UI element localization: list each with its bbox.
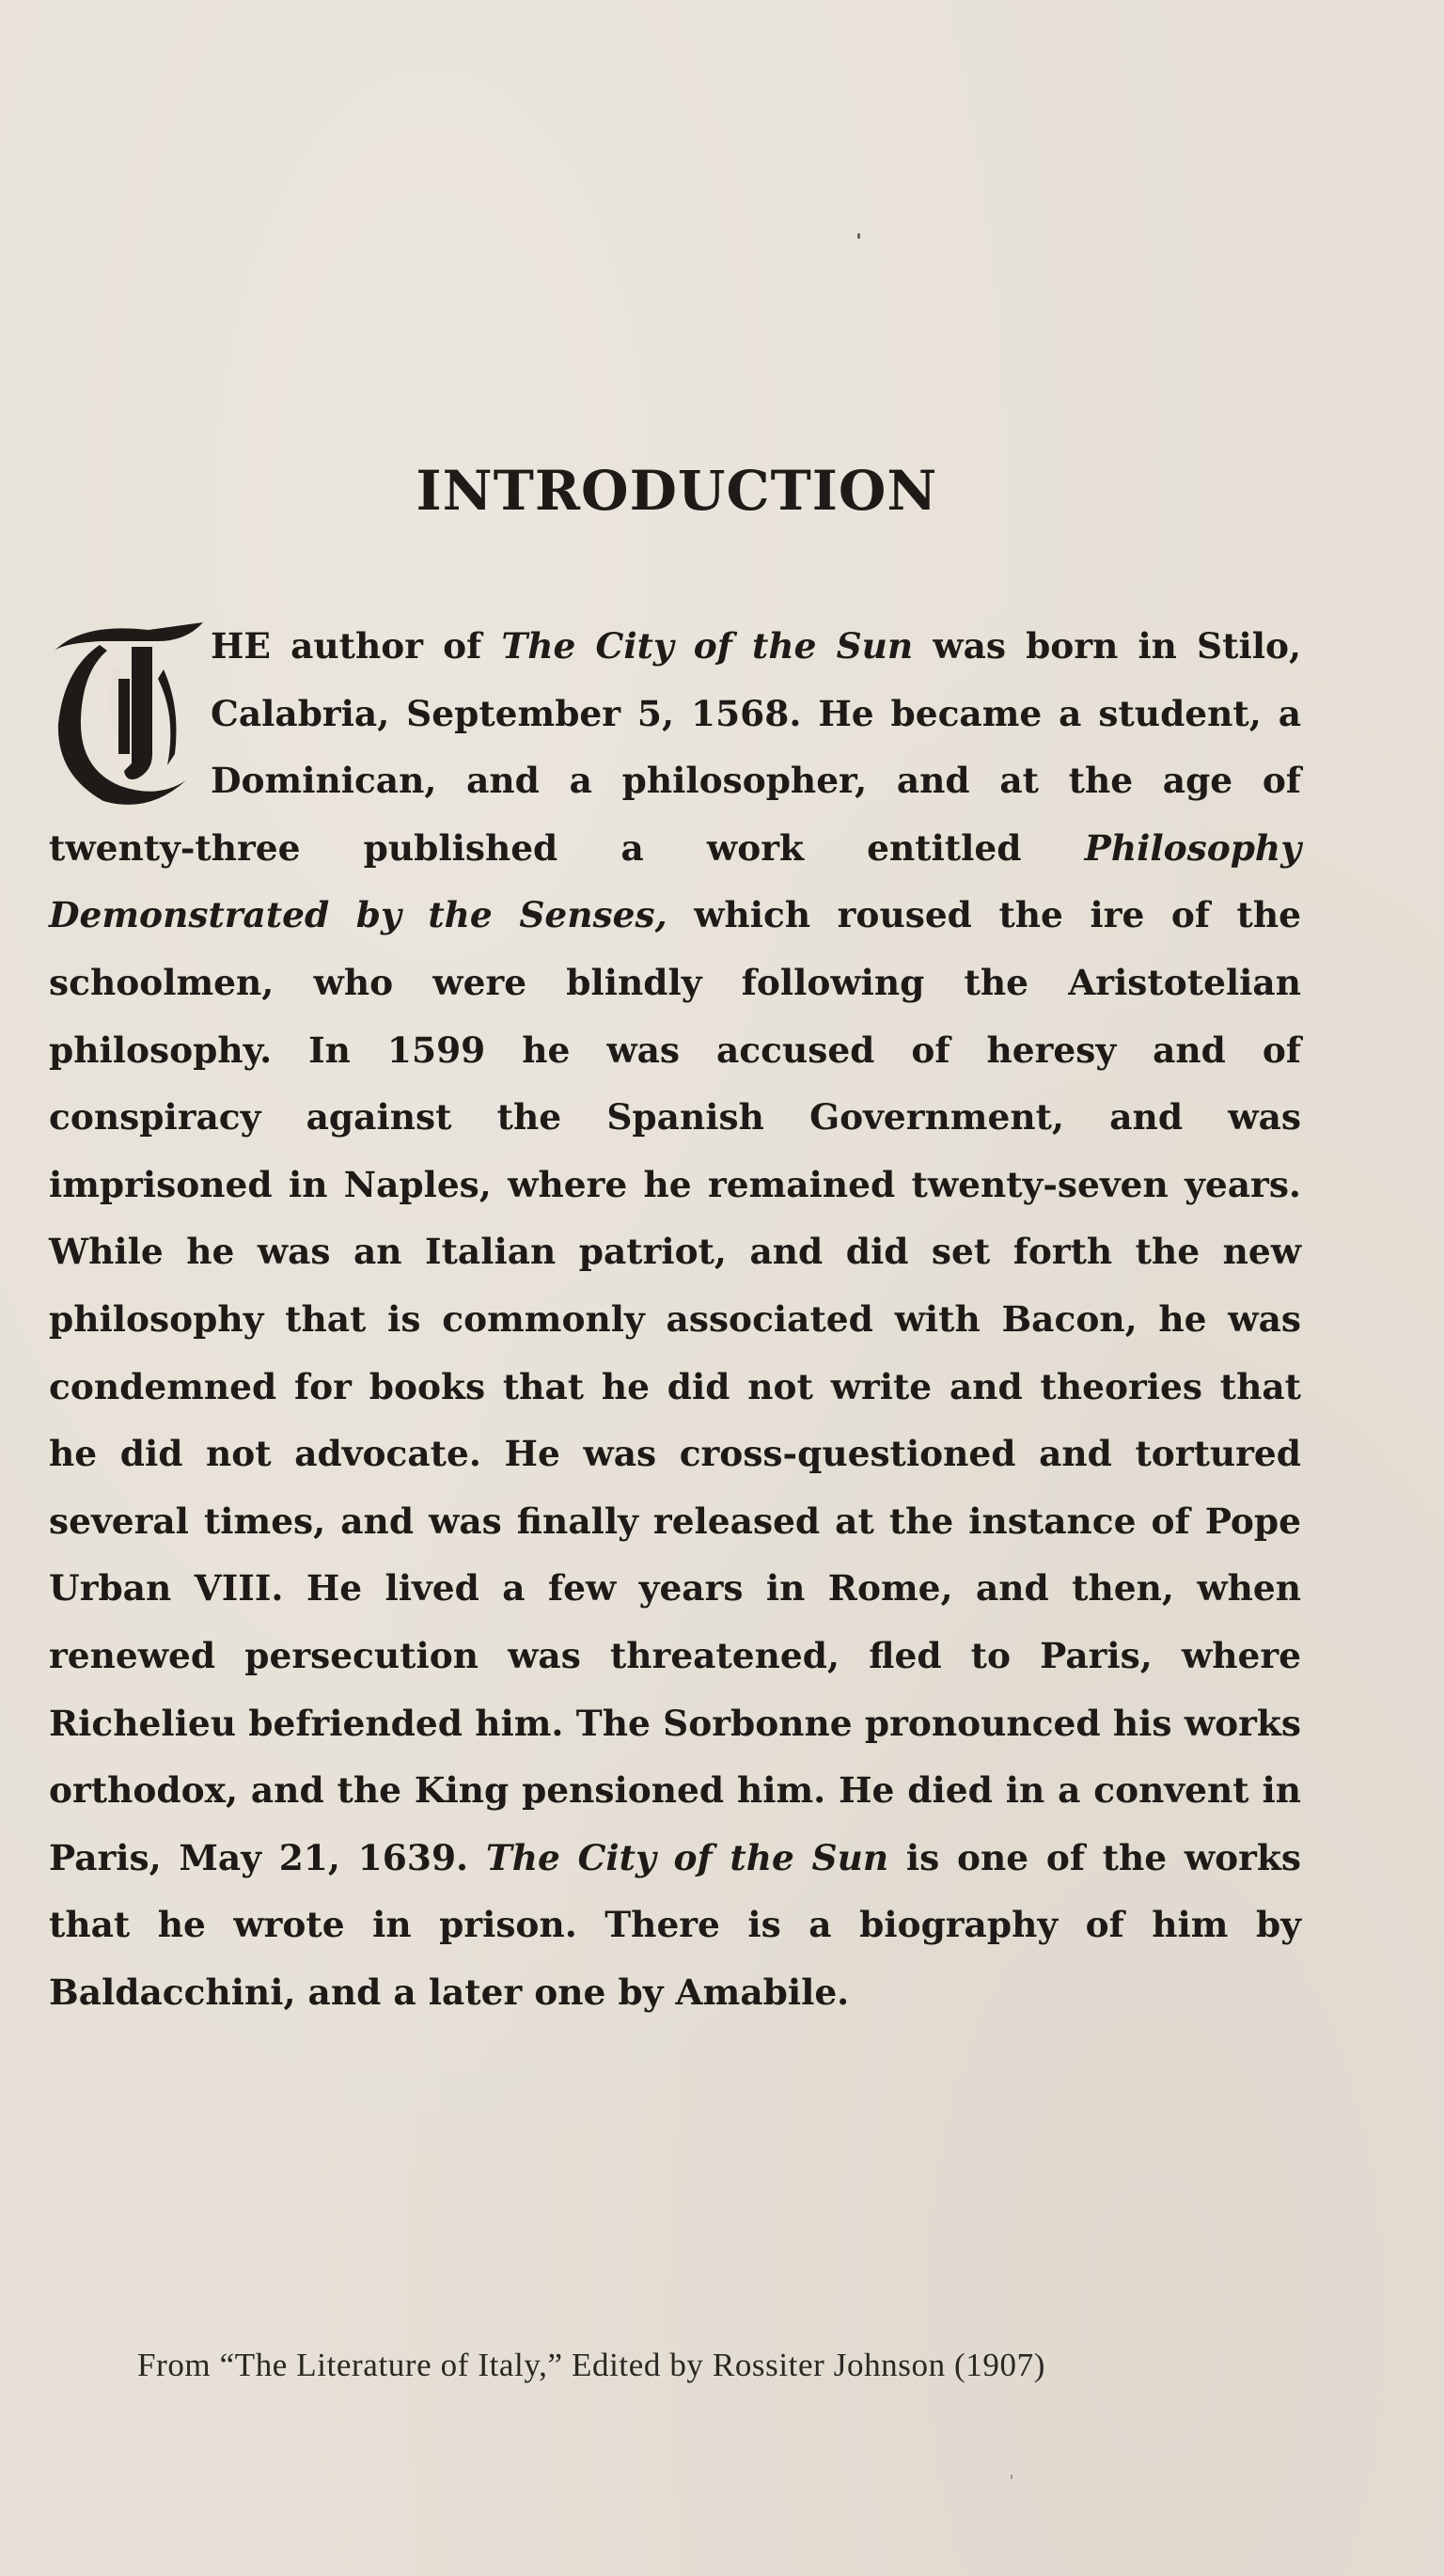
drop-cap xyxy=(45,613,211,814)
source-citation: From “The Literature of Italy,” Edited by Rossiter Johnson (1907) xyxy=(137,2347,1045,2383)
introduction-paragraph xyxy=(49,613,1301,2026)
page-title: INTRODUCTION xyxy=(416,459,938,523)
drop-cap-t-icon xyxy=(45,613,207,814)
ink-speck xyxy=(857,233,860,239)
book-title: The City of the Sun xyxy=(485,1836,889,1878)
paragraph-text: was born in Stilo, Calabria, September 5, 1568. He became a student, a Dominican, and a philosopher, and at the age of twenty-three published a work entitled xyxy=(49,625,1302,869)
paragraph-text: which roused the ire of the schoolmen, who were blindly following the Aristotelian philosophy. In 1599 he was accused of heresy and of conspiracy against the Spanish Government, and was imprisoned in Naples, where he remained twenty-seven years. While he was an Italian patriot, and did set forth the new philosophy that is commonly associated with Bacon, he was condemned for books that he did not write and theories that he did not advocate. He was cross-questioned and tortured several times, and was finally released at the instance of Pope Urban VIII. He lived a few years in Rome, and then, when renewed persecution was threatened, fled to Paris, where Richelieu befriended him. The Sorbonne pronounced his works orthodox, and the King pensioned him. He died in a convent in Paris, May 21, 1639. xyxy=(49,894,1301,1878)
lead-text: HE author of xyxy=(211,625,502,667)
book-title: Philosophy Demonstrated by the Senses, xyxy=(49,826,1301,936)
ink-speck xyxy=(1011,2474,1012,2479)
paragraph-text: is one of the works that he wrote in prison. There is a biography of him by Baldacchini, and a later one by Amabile. xyxy=(49,1836,1301,2013)
book-title: The City of the Sun xyxy=(501,625,914,667)
